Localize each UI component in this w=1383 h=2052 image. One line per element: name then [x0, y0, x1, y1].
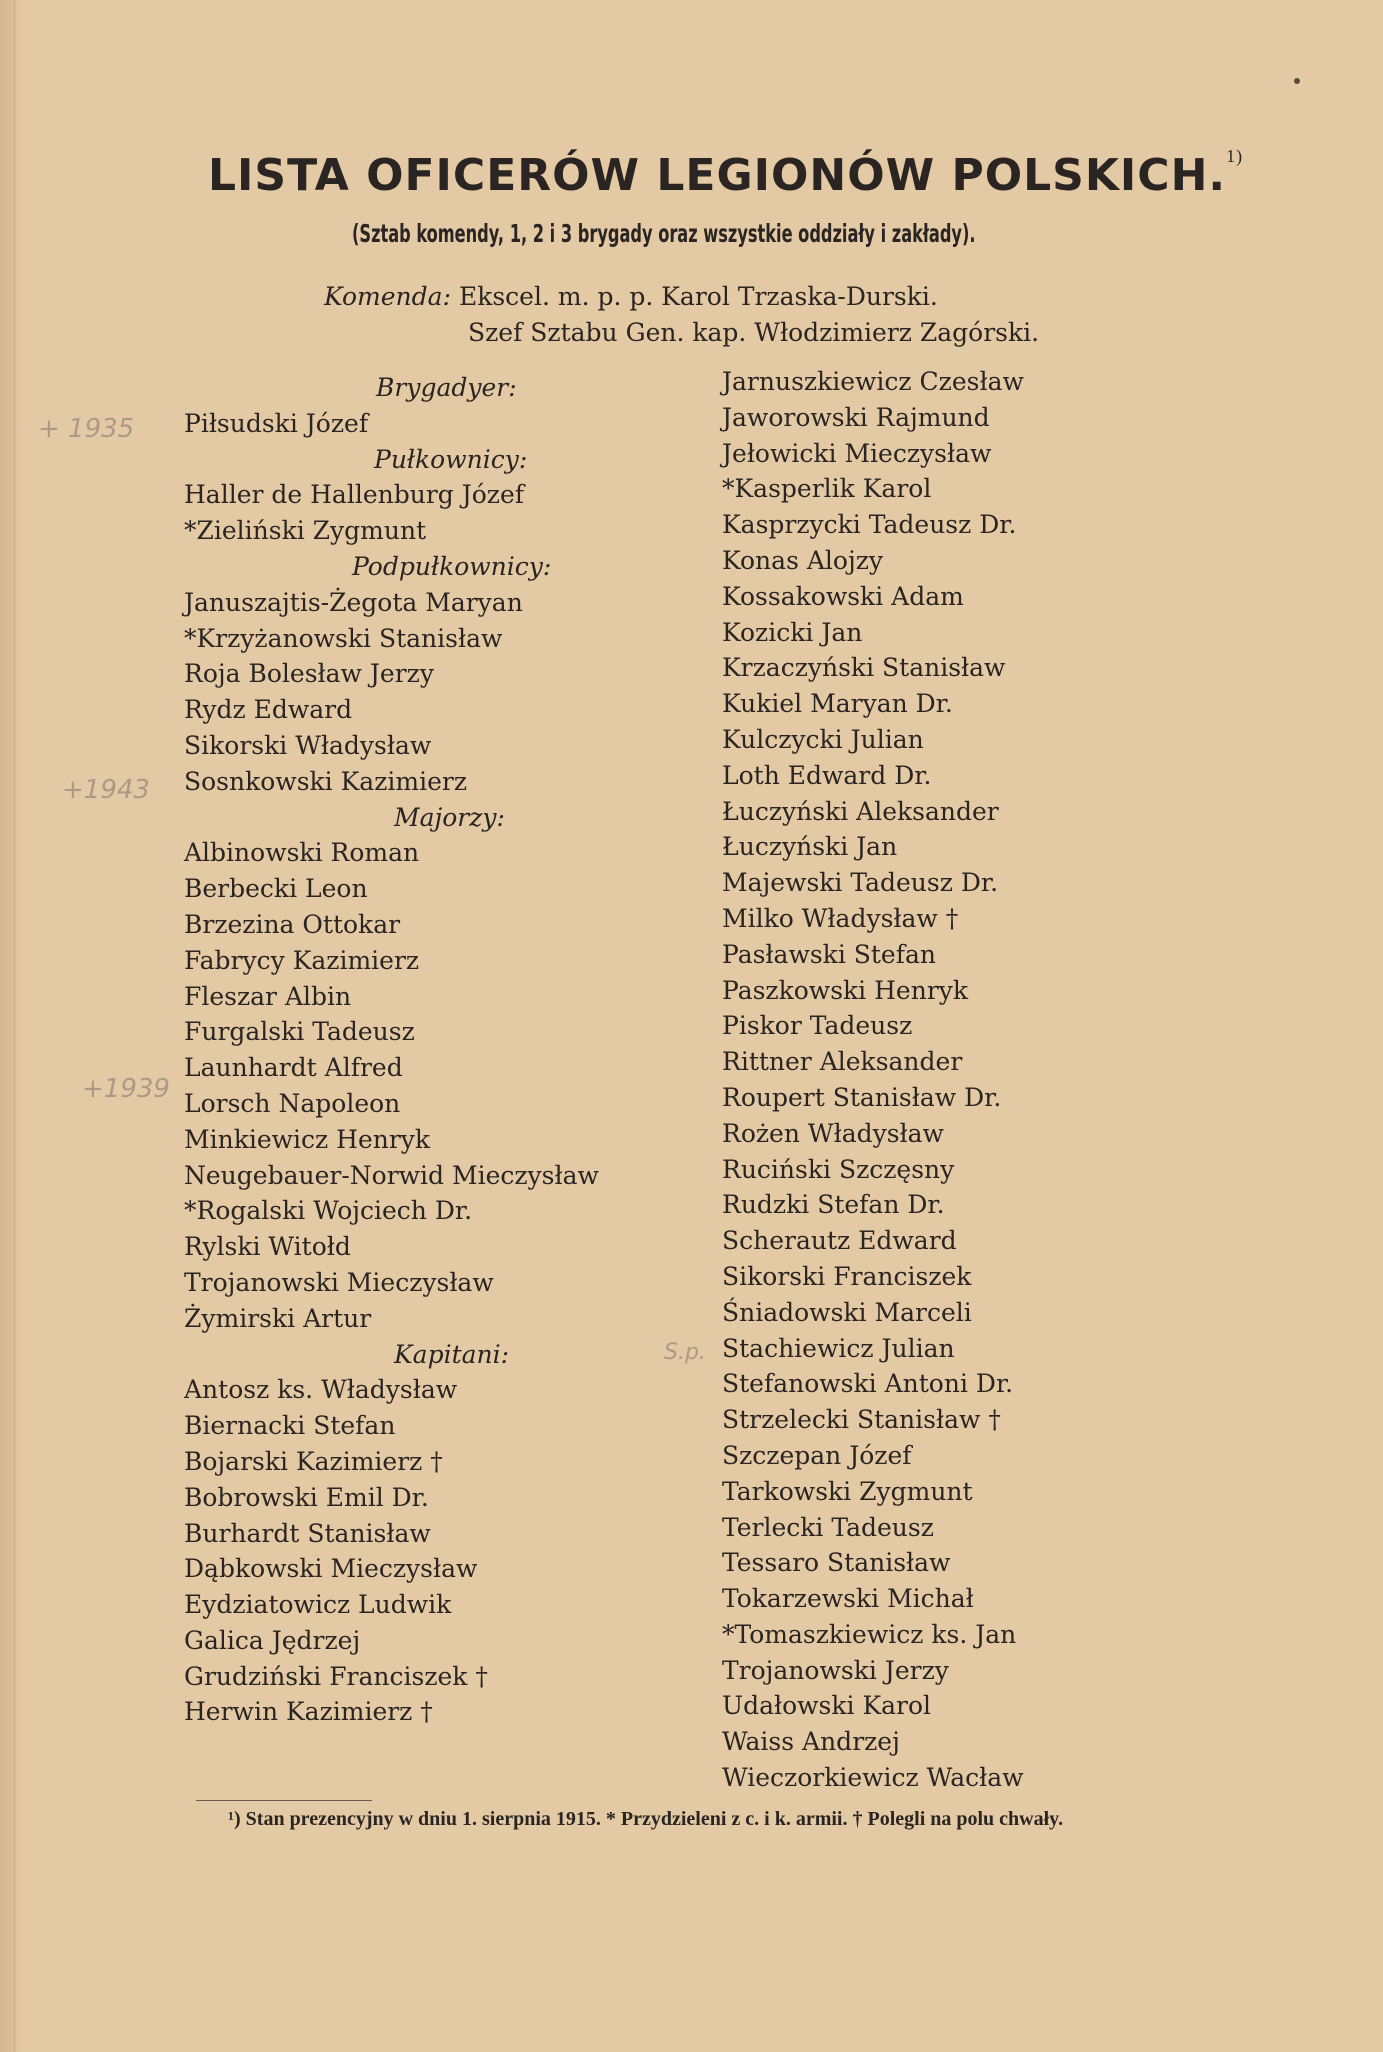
title-footnote-mark: 1) [1226, 146, 1244, 166]
section-heading: Brygadyer: [376, 373, 517, 402]
officer-name: Bobrowski Emil Dr. [184, 1482, 429, 1512]
officer-name: Kulczycki Julian [722, 724, 924, 754]
officer-name: Paszkowski Henryk [722, 975, 969, 1005]
handwritten-note: + 1935 [38, 414, 135, 444]
section-heading: Majorzy: [394, 802, 505, 832]
page-edge [0, 0, 22, 2052]
officer-name: Rittner Aleksander [722, 1047, 963, 1077]
officer-name: Januszajtis-Żegota Maryan [184, 587, 523, 617]
officer-name: *Zieliński Zygmunt [184, 516, 427, 546]
officer-name: Haller de Hallenburg Józef [184, 480, 525, 510]
officer-name: Jaworowski Rajmund [722, 402, 990, 432]
officer-name: Berbecki Leon [184, 874, 368, 904]
officer-name: Kukiel Maryan Dr. [722, 689, 953, 719]
officer-name: Kossakowski Adam [722, 581, 964, 611]
officer-name: Krzaczyński Stanisław [722, 653, 1006, 683]
officer-name: Piłsudski Józef [184, 408, 369, 438]
section-heading: Podpułkownicy: [352, 551, 552, 581]
officer-name: Herwin Kazimierz † [184, 1697, 433, 1727]
officer-name: Scherautz Edward [722, 1226, 957, 1256]
command-label: Komenda: [324, 282, 451, 311]
officer-name: Tessaro Stanisław [722, 1548, 951, 1578]
officer-name: Śniadowski Marceli [722, 1297, 972, 1327]
officer-name: Roupert Stanisław Dr. [722, 1082, 1002, 1112]
officer-name: Eydziatowicz Ludwik [184, 1590, 452, 1620]
officer-name: Wieczorkiewicz Wacław [722, 1763, 1024, 1793]
officer-name: Rożen Władysław [722, 1118, 944, 1148]
officer-name: Rydz Edward [184, 695, 353, 725]
officer-name: Udałowski Karol [722, 1691, 932, 1721]
officer-name: Terlecki Tadeusz [722, 1512, 934, 1542]
officer-name: Łuczyński Jan [722, 832, 898, 862]
command-line-1 [324, 282, 938, 311]
officer-name: Albinowski Roman [184, 838, 420, 868]
officer-name: Ruciński Szczęsny [722, 1154, 955, 1184]
command-commander: Ekscel. m. p. p. Karol Trzaska-Durski. [458, 282, 938, 311]
left-column [184, 370, 599, 1730]
officer-name: *Rogalski Wojciech Dr. [184, 1196, 473, 1226]
officer-name: Konas Alojzy [722, 545, 883, 575]
officer-name: Jełowicki Mieczysław [722, 438, 992, 468]
officer-name: Bojarski Kazimierz † [184, 1446, 443, 1476]
officer-name: Neugebauer-Norwid Mieczysław [184, 1160, 599, 1190]
handwritten-note: +1939 [82, 1074, 170, 1104]
officer-name: Fleszar Albin [184, 981, 352, 1011]
officer-name: *Kasperlik Karol [722, 474, 932, 504]
officer-name: Tokarzewski Michał [722, 1584, 974, 1614]
officer-name: Loth Edward Dr. [722, 760, 932, 790]
officer-name: Furgalski Tadeusz [184, 1017, 415, 1047]
command-line-2: Szef Sztabu Gen. kap. Włodzimierz Zagórski. [468, 318, 1040, 347]
paper-speck [1294, 78, 1300, 84]
officer-name: Szczepan Józef [722, 1440, 912, 1470]
officer-name: Kasprzycki Tadeusz Dr. [722, 510, 1017, 540]
officer-name: Dąbkowski Mieczysław [184, 1554, 478, 1584]
footnote: ¹) Stan prezencyjny w dniu 1. sierpnia 1915. * Przydzieleni z c. i k. armii. † Polegli na polu chwały. [228, 1808, 1064, 1830]
officer-name: Strzelecki Stanisław † [722, 1405, 1001, 1435]
officer-name: Minkiewicz Henryk [184, 1124, 431, 1154]
officer-name: Trojanowski Mieczysław [184, 1267, 494, 1297]
officer-name: Antosz ks. Władysław [184, 1375, 458, 1405]
officer-name: Trojanowski Jerzy [722, 1655, 949, 1685]
officer-name: *Tomaszkiewicz ks. Jan [722, 1619, 1017, 1649]
officer-name: Lorsch Napoleon [184, 1088, 401, 1118]
page-subtitle: (Sztab komendy, 1, 2 i 3 brygady oraz wszystkie oddziały i zakłady). [352, 219, 976, 248]
title-text: LISTA OFICERÓW LEGIONÓW POLSKICH. [208, 150, 1227, 201]
officer-name: Sikorski Franciszek [722, 1261, 972, 1291]
officer-name: Stefanowski Antoni Dr. [722, 1369, 1014, 1399]
officer-name: Tarkowski Zygmunt [722, 1476, 973, 1506]
footnote-rule [196, 1800, 372, 1801]
officer-name: Łuczyński Aleksander [722, 796, 999, 826]
section-heading: Pułkownicy: [374, 444, 528, 474]
officer-name: Sosnkowski Kazimierz [184, 766, 467, 796]
handwritten-note: +1943 [62, 775, 150, 805]
right-column [722, 364, 1024, 1796]
officer-name: Piskor Tadeusz [722, 1011, 913, 1041]
officer-name: Pasławski Stefan [722, 939, 936, 969]
officer-name: Majewski Tadeusz Dr. [722, 868, 999, 898]
officer-name: Rylski Witołd [184, 1232, 351, 1262]
officer-name: Sikorski Władysław [184, 730, 432, 760]
officer-name: Żymirski Artur [184, 1303, 372, 1333]
officer-name: Roja Bolesław Jerzy [184, 659, 434, 689]
officer-name: Brzezina Ottokar [184, 909, 401, 939]
officer-name: Jarnuszkiewicz Czesław [722, 367, 1024, 396]
section-heading: Kapitani: [394, 1339, 510, 1369]
officer-name: *Krzyżanowski Stanisław [184, 623, 503, 653]
officer-name: Fabrycy Kazimierz [184, 945, 420, 975]
page-title [208, 146, 1244, 201]
officer-name: Waiss Andrzej [722, 1727, 900, 1757]
handwritten-note: S.p. [664, 1340, 706, 1365]
officer-name: Kozicki Jan [722, 617, 863, 647]
officer-name: Milko Władysław † [722, 903, 959, 933]
officer-name: Launhardt Alfred [184, 1053, 403, 1083]
officer-name: Stachiewicz Julian [722, 1333, 955, 1363]
officer-name: Rudzki Stefan Dr. [722, 1190, 945, 1220]
officer-name: Galica Jędrzej [184, 1625, 361, 1655]
officer-name: Biernacki Stefan [184, 1411, 396, 1441]
officer-name: Grudziński Franciszek † [184, 1661, 488, 1691]
officer-name: Burhardt Stanisław [184, 1518, 431, 1548]
